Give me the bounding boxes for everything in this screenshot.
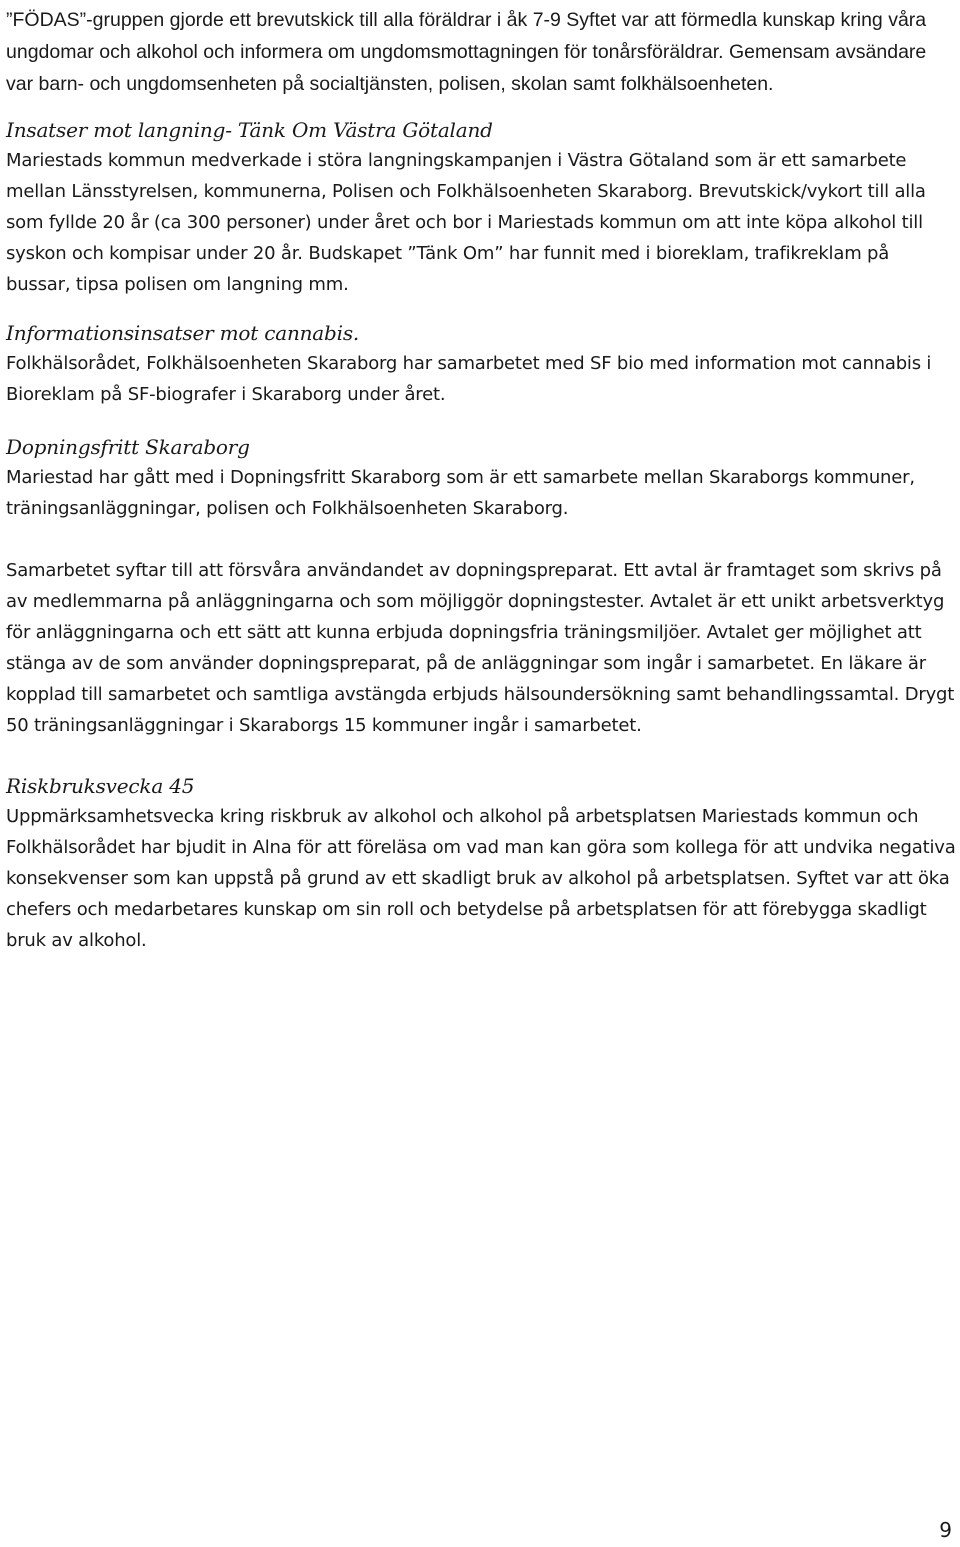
intro-paragraph: ”FÖDAS”-gruppen gjorde ett brevutskick till alla föräldrar i åk 7-9 Syftet var att förmedla kunskap kring våra ungdomar och alkohol och informera om ungdomsmottagningen för tonårsföräldrar. Gemensam avsändare var barn- och ungdomsenheten på socialtjänsten, polisen, skolan samt folkhälsoenheten. <box>6 9 927 95</box>
document-page <box>6 4 956 956</box>
section-paragraph: Mariestads kommun medverkade i störa langningskampanjen i Västra Götaland som är ett samarbete mellan Länsstyrelsen, kommunerna, Polisen och Folkhälsoenheten Skaraborg. Brevutskick/vykort till alla som fyllde 20 år (ca 300 personer) under året och bor i Mariestads kommun om att inte köpa alkohol till syskon och kompisar under 20 år. Budskapet ”Tänk Om” har funnit med i bioreklam, trafikreklam på bussar, tipsa polisen om langning mm. <box>6 150 926 295</box>
section-dopningsfritt <box>6 432 956 741</box>
section-heading: Informationsinsatser mot cannabis. <box>6 321 360 345</box>
page-number: 9 <box>939 1518 952 1542</box>
section-langning <box>6 115 956 300</box>
section-paragraph: Folkhälsorådet, Folkhälsoenheten Skaraborg har samarbetet med SF bio med information mot cannabis i Bioreklam på SF-biografer i Skaraborg under året. <box>6 353 932 405</box>
section-heading: Riskbruksvecka 45 <box>6 774 195 798</box>
section-heading: Insatser mot langning- Tänk Om Västra Götaland <box>6 118 493 142</box>
section-paragraph: Mariestad har gått med i Dopningsfritt Skaraborg som är ett samarbete mellan Skaraborgs kommuner, träningsanläggningar, polisen och Folkhälsoenheten Skaraborg. <box>6 467 915 519</box>
section-cannabis <box>6 318 956 410</box>
section-paragraph: Samarbetet syftar till att försvåra användandet av dopningspreparat. Ett avtal är framtaget som skrivs på av medlemmarna på anläggningarna och som möjliggör dopningstester. Avtalet är ett unikt arbetsverktyg för anläggningarna och ett sätt att kunna erbjuda dopningsfria träningsmiljöer. Avtalet ger möjlighet att stänga av de som använder dopningspreparat, på de anläggningar som ingår i samarbetet. En läkare är kopplad till samarbetet och samtliga avstängda erbjuds hälsoundersökning samt behandlingssamtal. Drygt 50 träningsanläggningar i Skaraborgs 15 kommuner ingår i samarbetet. <box>6 560 955 736</box>
section-riskbruksvecka <box>6 771 956 956</box>
section-paragraph: Uppmärksamhetsvecka kring riskbruk av alkohol och alkohol på arbetsplatsen Mariestads kommun och Folkhälsorådet har bjudit in Alna för att föreläsa om vad man kan göra som kollega för att undvika negativa konsekvenser som kan uppstå på grund av ett skadligt bruk av alkohol på arbetsplatsen. Syftet var att öka chefers och medarbetares kunskap om sin roll och betydelse på arbetsplatsen för att förebygga skadligt bruk av alkohol. <box>6 806 956 951</box>
section-heading: Dopningsfritt Skaraborg <box>6 435 250 459</box>
